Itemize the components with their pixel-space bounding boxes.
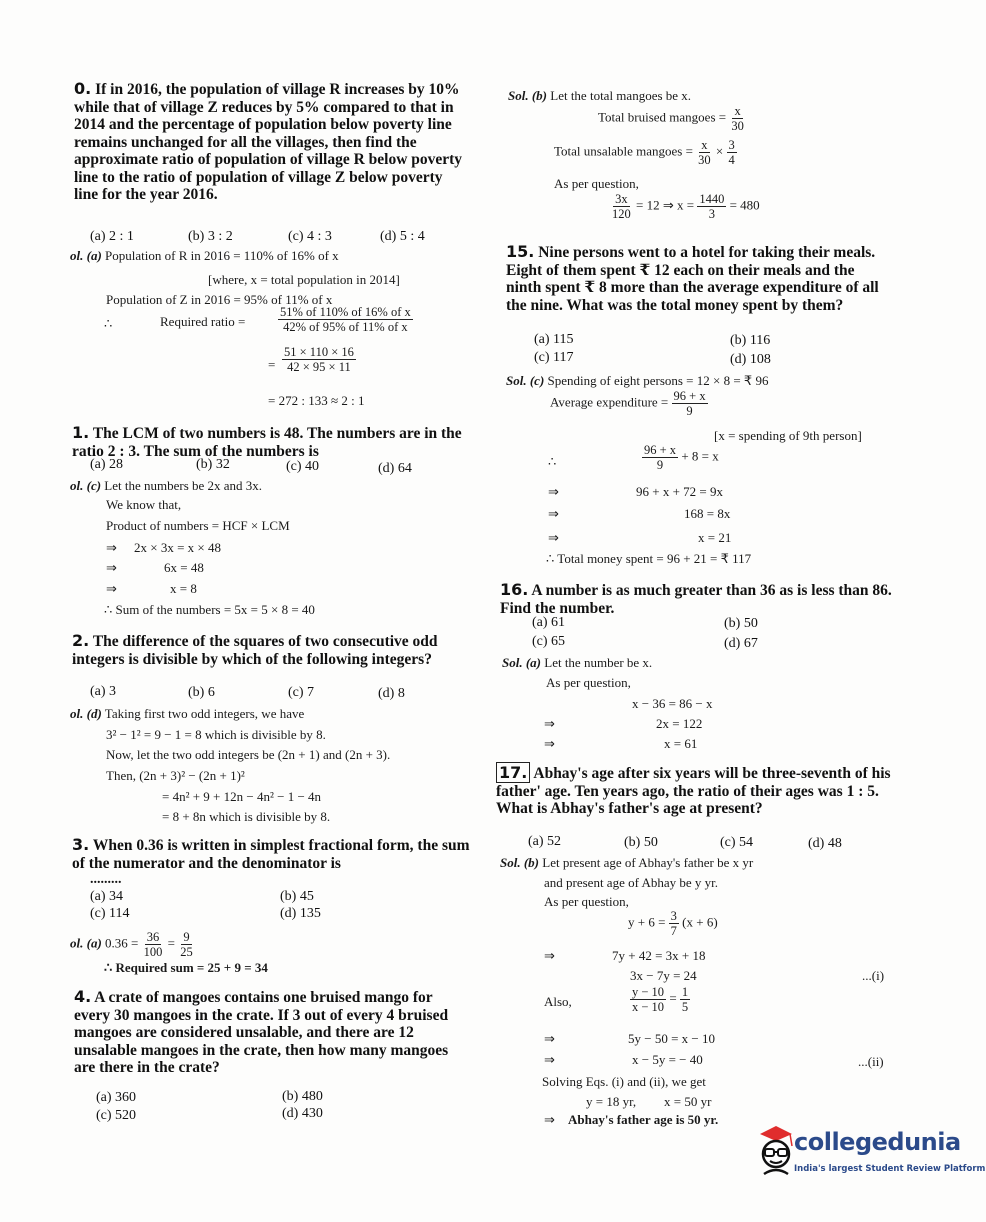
question-text: Abhay's age after six years will be three-seventh of his father' age. Ten years ago, the ratio of their ages was 1 : 5. What is Abhay's father's age at present? — [496, 765, 891, 817]
implies-symbol: ⇒ — [548, 530, 559, 545]
equals-sign: = — [167, 935, 175, 951]
solution-14-line-2 — [598, 104, 746, 133]
solution-15-line-3 — [642, 443, 719, 472]
solution-14-line-3 — [554, 138, 737, 167]
solution-17-line-2: and present age of Abhay be y yr. — [544, 875, 719, 890]
fraction-denominator: 42% of 95% of 11% of x — [283, 320, 408, 334]
ratio-result: = 272 : 133 ≈ 2 : 1 — [268, 393, 365, 408]
option-c: (c) 4 : 3 — [288, 229, 332, 244]
solution-16-line-1 — [502, 655, 652, 671]
solution-text: Let the number be x. — [544, 655, 653, 670]
solution-text: Spending of eight persons = 12 × 8 = ₹ 96 — [547, 373, 769, 388]
solution-label: Sol. (b) — [500, 855, 539, 870]
question-13 — [72, 836, 470, 872]
option-b: (b) 6 — [188, 685, 215, 700]
solution-13-line-1 — [70, 930, 195, 959]
fraction-numerator: 3 — [728, 138, 735, 152]
fraction-numerator: 36 — [146, 930, 160, 944]
fraction-denominator: 42 × 95 × 11 — [287, 360, 351, 374]
option-a: (a) 34 — [90, 889, 124, 904]
solution-text: Let the total mangoes be x. — [550, 88, 692, 103]
option-d: (d) 108 — [730, 352, 771, 367]
fraction-numerator: 51 × 110 × 16 — [284, 345, 354, 359]
implies-symbol: ⇒ — [544, 736, 555, 751]
solution-12-line-4: Then, (2n + 3)² − (2n + 1)² — [106, 768, 245, 783]
fraction — [672, 389, 708, 418]
question-text: The LCM of two numbers is 48. The numbers are in the ratio 2 : 3. The sum of the numbers is — [72, 425, 462, 460]
option-c: (c) 7 — [288, 685, 315, 700]
solution-15-line-2 — [550, 389, 708, 418]
solution-16-line-2: As per question, — [546, 675, 631, 690]
solution-12-line-5: = 4n² + 9 + 12n − 4n² − 1 − 4n — [162, 789, 322, 804]
option-c: (c) 114 — [90, 906, 130, 921]
equation: Total bruised mangoes = — [598, 109, 727, 125]
fraction — [630, 985, 666, 1014]
fraction-denominator: 9 — [656, 458, 664, 472]
question-text: A number is as much greater than 36 as is less than 86. Find the number. — [500, 582, 892, 617]
equation: + 8 = x — [681, 448, 719, 464]
fraction — [142, 930, 165, 959]
equation-tag: ...(ii) — [858, 1054, 884, 1069]
solution-17-fraction-eq — [630, 985, 690, 1014]
ratio-label: Required ratio = — [160, 314, 246, 329]
equation: 2x × 3x = x × 48 — [134, 540, 221, 555]
equation: 2x = 122 — [656, 716, 703, 731]
equation-tag: ...(i) — [862, 968, 885, 983]
equals-sign: = — [669, 990, 677, 1006]
fraction-numerator: x — [701, 138, 708, 152]
ratio-fraction-1 — [278, 305, 413, 334]
implies-symbol: ⇒ — [106, 560, 117, 575]
equation: = 12 ⇒ x = — [636, 197, 695, 213]
fraction-denominator: 30 — [698, 153, 711, 167]
solution-text: Let the numbers be 2x and 3x. — [104, 478, 263, 493]
fraction-denominator: 30 — [731, 119, 744, 133]
solution-result: ∴ Sum of the numbers = 5x = 5 × 8 = 40 — [104, 602, 315, 617]
solution-label: ol. (d) — [70, 706, 102, 721]
collegedunia-logo — [756, 1124, 986, 1184]
question-text: If in 2016, the population of village R increases by 10% while that of village Z reduces by 5% compared to that in 2014 and the percentage of population below poverty line remains unchanged for all the villages, then find the approximate ratio of population of village R below poverty line to the ratio of population of village Z below poverty line for the year 2016. — [74, 81, 463, 203]
question-number: 3. — [72, 835, 90, 854]
fraction — [610, 192, 633, 221]
equation: y + 6 = — [628, 914, 666, 930]
equation: x = 21 — [698, 530, 732, 545]
fraction-numerator: 96 + x — [644, 443, 677, 457]
fraction-numerator: 1440 — [699, 192, 725, 206]
also-label: Also, — [544, 994, 572, 1009]
fraction-numerator: y − 10 — [632, 985, 665, 999]
therefore-symbol: ∴ — [548, 454, 557, 469]
question-15 — [506, 243, 890, 314]
equation: 6x = 48 — [164, 560, 204, 575]
solution-label: Sol. (b) — [508, 88, 547, 103]
fraction — [669, 909, 679, 938]
option-b: (b) 480 — [282, 1089, 323, 1104]
fraction-denominator: x − 10 — [632, 1000, 665, 1014]
option-b: (b) 32 — [196, 457, 230, 472]
solution-11-line-1 — [70, 478, 262, 494]
fraction-denominator: 25 — [180, 945, 193, 959]
option-b: (b) 3 : 2 — [188, 229, 233, 244]
fraction-numerator: 51% of 110% of 16% of x — [280, 305, 411, 319]
solution-label: ol. (a) — [70, 248, 102, 263]
option-d: (d) 48 — [808, 836, 842, 851]
solution-13-result: ∴ Required sum = 25 + 9 = 34 — [104, 960, 268, 975]
fraction — [642, 443, 678, 472]
option-a: (a) 28 — [90, 457, 124, 472]
question-13-blank: ......... — [90, 872, 122, 887]
solution-label: ol. (c) — [70, 478, 102, 493]
equation: x = 50 yr — [664, 1094, 712, 1109]
equation: Average expenditure = — [550, 394, 669, 410]
implies-symbol: ⇒ — [548, 484, 559, 499]
solution-17-line-4 — [628, 909, 718, 938]
fraction-numerator: 9 — [183, 930, 190, 944]
implies-symbol: ⇒ — [544, 1052, 555, 1067]
solution-10-line-2: [where, x = total population in 2014] — [208, 272, 400, 287]
fraction-numerator: 3x — [615, 192, 628, 206]
equation: 5y − 50 = x − 10 — [628, 1031, 715, 1046]
implies-symbol: ⇒ — [544, 716, 555, 731]
solution-10-line-3: Population of Z in 2016 = 95% of 11% of x — [106, 292, 333, 307]
option-c: (c) 520 — [96, 1108, 137, 1123]
question-text: A crate of mangoes contains one bruised mango for every 30 mangoes in the crate. If 3 out of every 4 bruised mangoes are considered unsalable, and there are 12 unsalable mangoes in the crate, then how many mangoes are there in the crate? — [74, 989, 449, 1076]
fraction-denominator: 120 — [612, 207, 631, 221]
fraction-denominator: 4 — [728, 153, 735, 167]
equals-sign: = — [268, 357, 276, 372]
fraction-numerator: x — [734, 104, 741, 118]
question-number: 0. — [74, 79, 92, 98]
solution-10-line-1 — [70, 248, 339, 264]
student-mascot-icon — [756, 1124, 796, 1180]
solution-17-solve-line: Solving Eqs. (i) and (ii), we get — [542, 1074, 706, 1089]
solution-text: Let present age of Abhay's father be x yr — [542, 855, 754, 870]
question-text: When 0.36 is written in simplest fractional form, the sum of the numerator and the denominator is — [72, 837, 470, 872]
equation: = 480 — [729, 197, 760, 213]
option-d: (d) 430 — [282, 1106, 323, 1121]
solution-label: Sol. (c) — [506, 373, 545, 388]
fraction — [697, 192, 726, 221]
question-number: 17. — [496, 762, 530, 783]
question-text: The difference of the squares of two consecutive odd integers is divisible by which of the following integers? — [72, 633, 438, 668]
equation: y = 18 yr, — [586, 1094, 637, 1109]
fraction-denominator: 9 — [686, 404, 693, 418]
option-d: (d) 64 — [378, 461, 412, 476]
option-d: (d) 135 — [280, 906, 321, 921]
question-number: 16. — [500, 580, 529, 599]
fraction-numerator: 3 — [670, 909, 677, 923]
option-c: (c) 40 — [286, 459, 320, 474]
equation: 0.36 = — [105, 935, 139, 951]
question-number: 1. — [72, 423, 90, 442]
equation: (x + 6) — [682, 914, 718, 930]
option-c: (c) 54 — [720, 835, 754, 850]
implies-symbol: ⇒ — [106, 540, 117, 555]
question-14 — [74, 988, 468, 1077]
fraction-denominator: 100 — [143, 945, 163, 959]
option-b: (b) 50 — [624, 835, 658, 850]
fraction — [729, 104, 746, 133]
fraction — [680, 985, 690, 1014]
solution-15-line-1 — [506, 373, 768, 389]
fraction-numerator: 96 + x — [673, 389, 706, 403]
solution-12-line-2: 3² − 1² = 9 − 1 = 8 which is divisible by 8. — [106, 727, 326, 742]
option-c: (c) 65 — [532, 634, 566, 649]
question-number: 4. — [74, 987, 92, 1006]
question-number: 2. — [72, 631, 90, 650]
implies-symbol: ⇒ — [544, 948, 555, 963]
option-a: (a) 360 — [96, 1090, 137, 1105]
option-a: (a) 3 — [90, 684, 117, 699]
option-d: (d) 8 — [378, 686, 405, 701]
fraction-denominator: 3 — [708, 207, 715, 221]
option-b: (b) 45 — [280, 889, 314, 904]
solution-label: Sol. (a) — [502, 655, 541, 670]
option-a: (a) 61 — [532, 615, 566, 630]
solution-14-line-4: As per question, — [554, 176, 639, 191]
question-17 — [496, 764, 902, 818]
equation: 3x − 7y = 24 — [630, 968, 697, 983]
solution-17-line-1 — [500, 855, 753, 871]
option-a: (a) 52 — [528, 834, 562, 849]
solution-12-line-1 — [70, 706, 304, 722]
question-10 — [74, 80, 466, 204]
implies-symbol: ⇒ — [106, 581, 117, 596]
solution-14-line-5 — [610, 192, 760, 221]
equation: x − 36 = 86 − x — [632, 696, 713, 711]
solution-label: ol. (a) — [70, 935, 102, 951]
option-d: (d) 5 : 4 — [380, 229, 425, 244]
option-a: (a) 115 — [534, 332, 574, 347]
solution-11-line-3: Product of numbers = HCF × LCM — [106, 518, 290, 533]
question-16 — [500, 581, 896, 617]
solution-text: Taking first two odd integers, we have — [104, 706, 305, 721]
logo-wordmark: collegedunia — [794, 1128, 961, 1156]
solution-11-line-2: We know that, — [106, 497, 182, 512]
solution-17-line-3: As per question, — [544, 894, 629, 909]
logo-tagline: India's largest Student Review Platform — [794, 1164, 986, 1174]
fraction — [727, 138, 737, 167]
equation: 7y + 42 = 3x + 18 — [612, 948, 706, 963]
fraction-denominator: 7 — [670, 924, 677, 938]
solution-text: Population of R in 2016 = 110% of 16% of x — [105, 248, 339, 263]
implies-symbol: ⇒ — [544, 1031, 555, 1046]
times-sign: × — [715, 143, 724, 159]
solution-12-line-6: = 8 + 8n which is divisible by 8. — [162, 809, 331, 824]
implies-symbol: ⇒ — [544, 1112, 555, 1127]
fraction — [696, 138, 713, 167]
solution-17-result: Abhay's father age is 50 yr. — [568, 1112, 719, 1127]
fraction-denominator: 5 — [681, 1000, 689, 1014]
fraction-numerator: 1 — [681, 985, 689, 999]
option-b: (b) 116 — [730, 333, 771, 348]
equation: x = 8 — [170, 581, 197, 596]
option-c: (c) 117 — [534, 350, 574, 365]
option-a: (a) 2 : 1 — [90, 229, 134, 244]
equation: x − 5y = − 40 — [632, 1052, 703, 1067]
solution-12-line-3: Now, let the two odd integers be (2n + 1) and (2n + 3). — [106, 747, 391, 762]
ratio-fraction-2 — [282, 345, 356, 374]
fraction — [178, 930, 195, 959]
solution-15-note: [x = spending of 9th person] — [714, 428, 862, 443]
question-11 — [72, 424, 466, 460]
solution-15-result: ∴ Total money spent = 96 + 21 = ₹ 117 — [546, 551, 752, 566]
question-12 — [72, 632, 470, 668]
solution-14-line-1 — [508, 88, 691, 104]
question-text: Nine persons went to a hotel for taking their meals. Eight of them spent ₹ 12 each on their meals and the ninth spent ₹ 8 more than the average expenditure of all the nine. What was the total money spent by them? — [506, 244, 879, 314]
option-b: (b) 50 — [724, 616, 758, 631]
therefore-symbol: ∴ — [104, 316, 113, 331]
equation: Total unsalable mangoes = — [554, 143, 693, 159]
equation: 96 + x + 72 = 9x — [636, 484, 723, 499]
option-d: (d) 67 — [724, 636, 758, 651]
implies-symbol: ⇒ — [548, 506, 559, 521]
question-number: 15. — [506, 242, 535, 261]
equation: x = 61 — [664, 736, 698, 751]
equation: 168 = 8x — [684, 506, 731, 521]
